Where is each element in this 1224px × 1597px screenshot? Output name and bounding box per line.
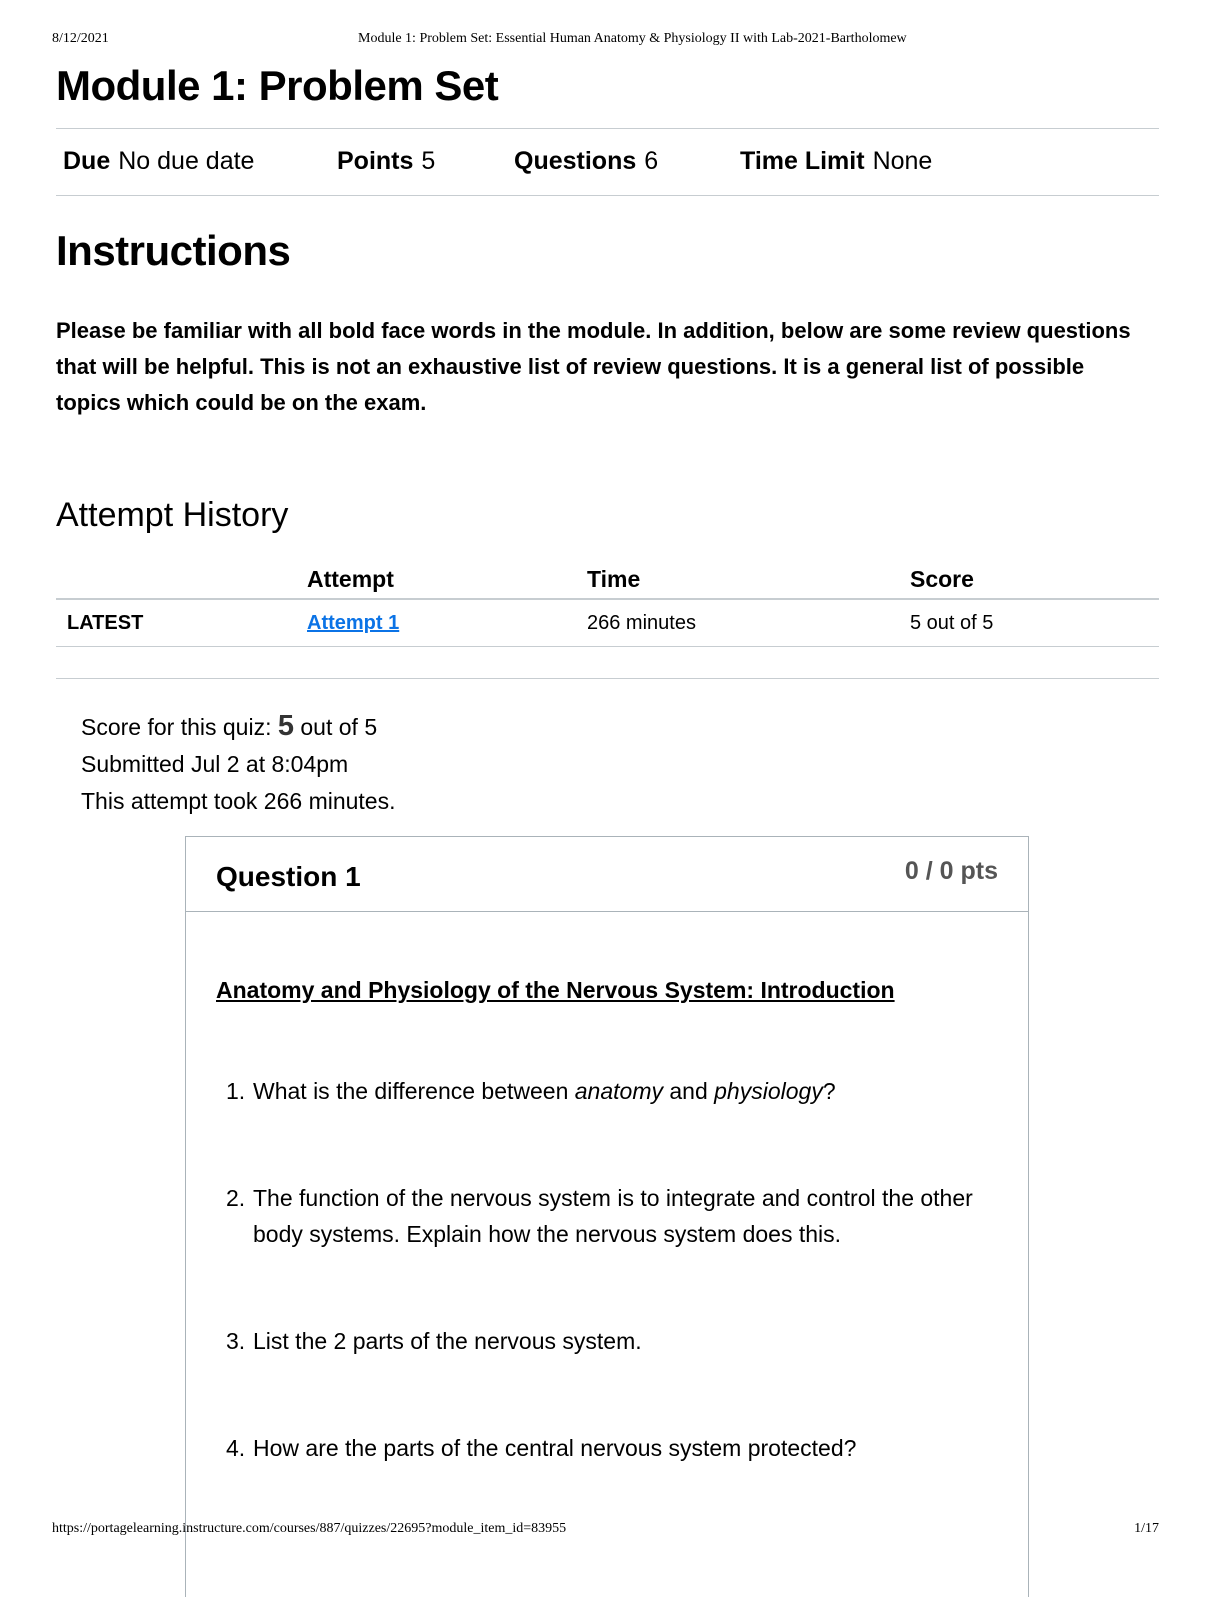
meta-questions xyxy=(514,147,658,176)
list-item-number: 2. xyxy=(226,1185,246,1211)
print-page-number: 1/17 xyxy=(1134,1521,1159,1536)
question-header xyxy=(186,837,1028,912)
table-header-row xyxy=(56,560,1159,599)
question-title: Question 1 xyxy=(216,861,361,892)
print-header-title: Module 1: Problem Set: Essential Human Anatomy & Physiology II with Lab-2021-Bartholomew xyxy=(358,31,907,46)
score-summary xyxy=(81,708,396,820)
review-question-list xyxy=(226,1073,1006,1466)
list-item-emphasis: physiology xyxy=(714,1078,823,1104)
question-topic: Anatomy and Physiology of the Nervous System: Introduction xyxy=(216,977,895,1003)
attempt-history-heading: Attempt History xyxy=(56,496,289,534)
attempt-history-table xyxy=(56,560,1159,647)
list-item-text: What is the difference between xyxy=(253,1078,575,1104)
meta-points-value: 5 xyxy=(421,147,436,175)
meta-time-limit-label: Time Limit xyxy=(740,147,865,175)
attempt-score: 5 out of 5 xyxy=(910,599,1159,647)
submitted-time: Submitted Jul 2 at 8:04pm xyxy=(81,751,349,777)
latest-label: LATEST xyxy=(56,599,307,647)
score-value: 5 xyxy=(277,710,294,742)
attempt-duration: This attempt took 266 minutes. xyxy=(81,788,396,814)
score-prefix: Score for this quiz: xyxy=(81,714,272,740)
list-item-text: List the 2 parts of the nervous system. xyxy=(253,1328,642,1354)
meta-time-limit-value: None xyxy=(872,147,933,175)
instructions-heading: Instructions xyxy=(56,227,291,274)
question-card xyxy=(185,836,1029,1597)
meta-points xyxy=(337,147,435,176)
header-empty xyxy=(56,560,307,599)
meta-due-value: No due date xyxy=(118,147,255,175)
header-score: Score xyxy=(910,560,1159,599)
list-item-text: How are the parts of the central nervous system protected? xyxy=(253,1435,857,1461)
meta-questions-value: 6 xyxy=(644,147,659,175)
list-item xyxy=(226,1430,1006,1466)
attempt-cell xyxy=(307,599,587,647)
list-item xyxy=(226,1180,1006,1252)
meta-due xyxy=(63,147,254,176)
divider xyxy=(56,678,1159,679)
meta-questions-label: Questions xyxy=(514,147,637,175)
meta-time-limit xyxy=(740,147,932,176)
list-item-text: ? xyxy=(822,1078,836,1104)
list-item xyxy=(226,1073,1006,1109)
print-date: 8/12/2021 xyxy=(52,31,109,46)
quiz-meta-bar xyxy=(56,128,1159,196)
list-item xyxy=(226,1323,1006,1359)
attempt-time: 266 minutes xyxy=(587,599,910,647)
page-title: Module 1: Problem Set xyxy=(56,62,499,109)
list-item-emphasis: anatomy xyxy=(574,1078,663,1104)
meta-points-label: Points xyxy=(337,147,414,175)
list-item-text: The function of the nervous system is to integrate and control the other body systems. Explain how the nervous system does this. xyxy=(253,1185,973,1247)
table-row xyxy=(56,599,1159,647)
quiz-score-line xyxy=(81,708,396,746)
score-suffix: out of 5 xyxy=(300,714,378,740)
print-footer-url: https://portagelearning.instructure.com/courses/887/quizzes/22695?module_item_id=83955 xyxy=(52,1521,567,1536)
instructions-text: Please be familiar with all bold face words in the module. In addition, below are some review questions that will be helpful. This is not an exhaustive list of review questions. It is a general list of possible topics which could be on the exam. xyxy=(56,318,1131,415)
list-item-number: 4. xyxy=(226,1435,246,1461)
attempt-1-link[interactable]: Attempt 1 xyxy=(307,611,400,634)
list-item-number: 1. xyxy=(226,1078,246,1104)
question-points: 0 / 0 pts xyxy=(904,857,998,885)
header-time: Time xyxy=(587,560,910,599)
header-attempt: Attempt xyxy=(307,560,587,599)
list-item-text: and xyxy=(662,1078,715,1104)
meta-due-label: Due xyxy=(63,147,111,175)
list-item-number: 3. xyxy=(226,1328,246,1354)
